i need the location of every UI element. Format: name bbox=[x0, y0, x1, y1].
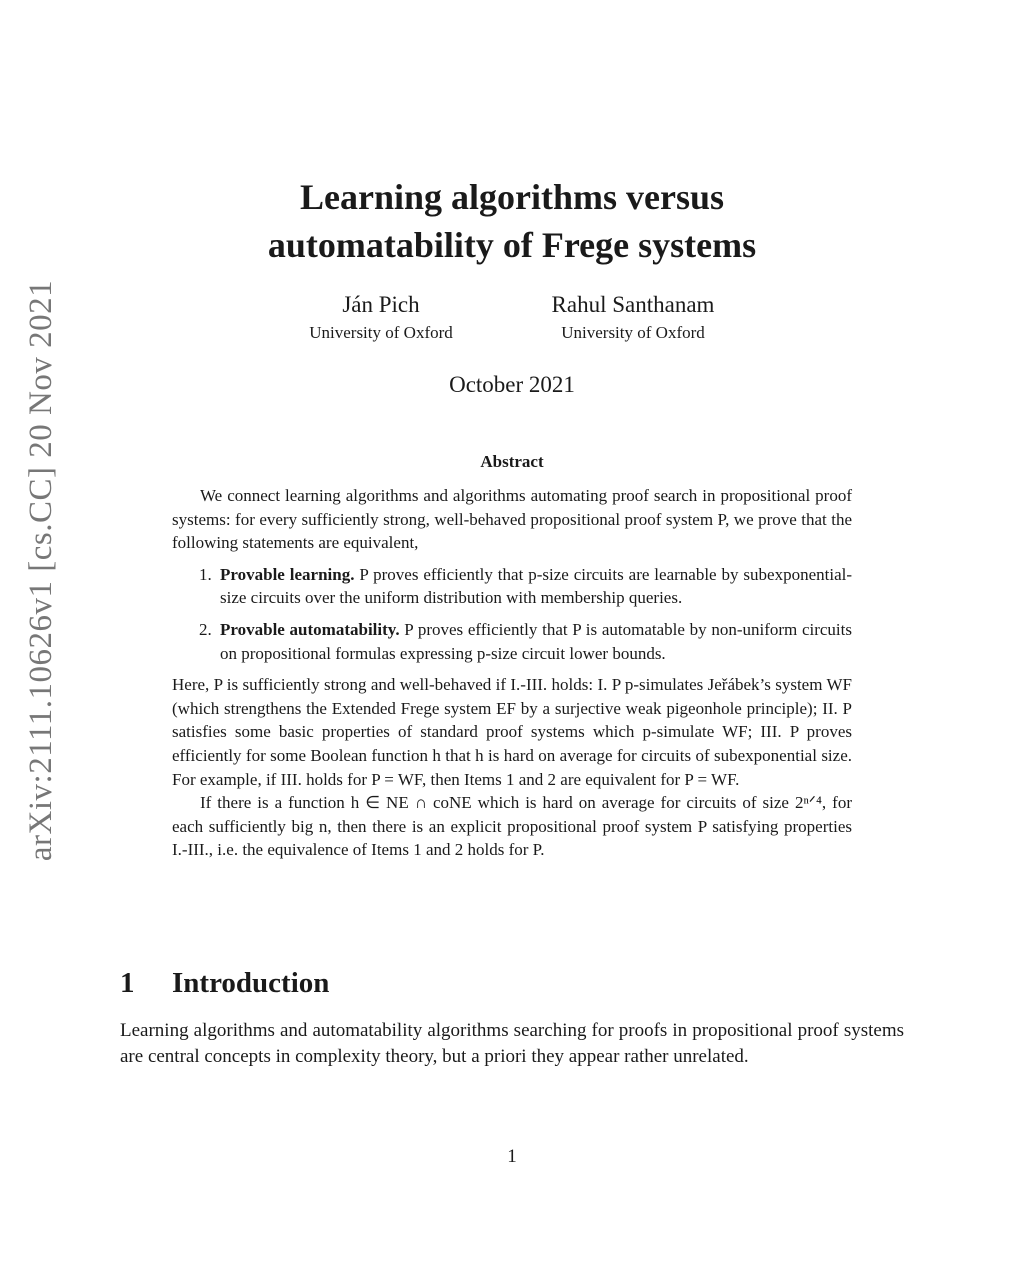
abstract-body bbox=[172, 484, 852, 862]
abstract-intro: We connect learning algorithms and algorithms automating proof search in propositional proof systems: for every sufficiently strong, well-behaved propositional proof system P, we prove that the following statements are equivalent, bbox=[172, 486, 852, 553]
author-affiliation: University of Oxford bbox=[309, 323, 453, 342]
paper-title bbox=[120, 173, 904, 269]
abstract-paragraph: If there is a function h ∈ NE ∩ coNE which is hard on average for circuits of size 2ⁿᐟ⁴, for each sufficiently big n, then there is an explicit propositional proof system P satisfying properties I.-III., i.e. the equivalence of Items 1 and 2 holds for P. bbox=[172, 793, 852, 860]
paper-title-line-2: automatability of Frege systems bbox=[267, 225, 757, 265]
author-block bbox=[533, 290, 733, 346]
abstract-item-label: Provable automatability. bbox=[220, 619, 400, 639]
section-title: Introduction bbox=[172, 967, 330, 999]
author-name: Ján Pich bbox=[342, 292, 420, 317]
author-affiliation: University of Oxford bbox=[561, 323, 705, 342]
section-number: 1 bbox=[120, 967, 135, 999]
abstract-item-text: P proves efficiently that p-size circuits are learnable by subexponential-size circuits over the uniform distribution with membership queries. bbox=[220, 564, 853, 608]
abstract-item bbox=[216, 618, 852, 665]
abstract-paragraph: Here, P is sufficiently strong and well-behaved if I.-III. holds: I. P p-simulates Jeřábek’s system WF (which strengthens the Extended Frege system EF by a surjective weak pigeonhole principle); II. P satisfies some basic properties of standard proof systems which p-simulate WF; III. P proves efficiently for some Boolean function h that h is hard on average for circuits of subexponential size. For example, if III. holds for P = WF, then Items 1 and 2 are equivalent for P = WF. bbox=[172, 675, 852, 789]
author-name: Rahul Santhanam bbox=[551, 292, 715, 317]
abstract-item-label: Provable learning. bbox=[220, 564, 355, 584]
arxiv-stamp-text: arXiv:2111.10626v1 [cs.CC] 20 Nov 2021 bbox=[23, 279, 60, 861]
abstract-heading: Abstract bbox=[480, 452, 544, 471]
abstract-item-list bbox=[172, 563, 852, 665]
paper-date: October 2021 bbox=[449, 372, 575, 397]
section-paragraph: Learning algorithms and automatability algorithms searching for proofs in propositional proof systems are central concepts in complexity theory, but a priori they appear rather unrelated. bbox=[120, 1020, 904, 1067]
section-heading bbox=[120, 965, 904, 1001]
author-block bbox=[281, 290, 481, 346]
arxiv-stamp bbox=[24, 268, 60, 872]
page-number: 1 bbox=[507, 1146, 517, 1167]
abstract-item bbox=[216, 563, 852, 610]
paper-title-line-1: Learning algorithms versus bbox=[299, 177, 724, 217]
abstract-item-text: P proves efficiently that P is automatable by non-uniform circuits on propositional formulas expressing p-size circuit lower bounds. bbox=[220, 619, 852, 663]
